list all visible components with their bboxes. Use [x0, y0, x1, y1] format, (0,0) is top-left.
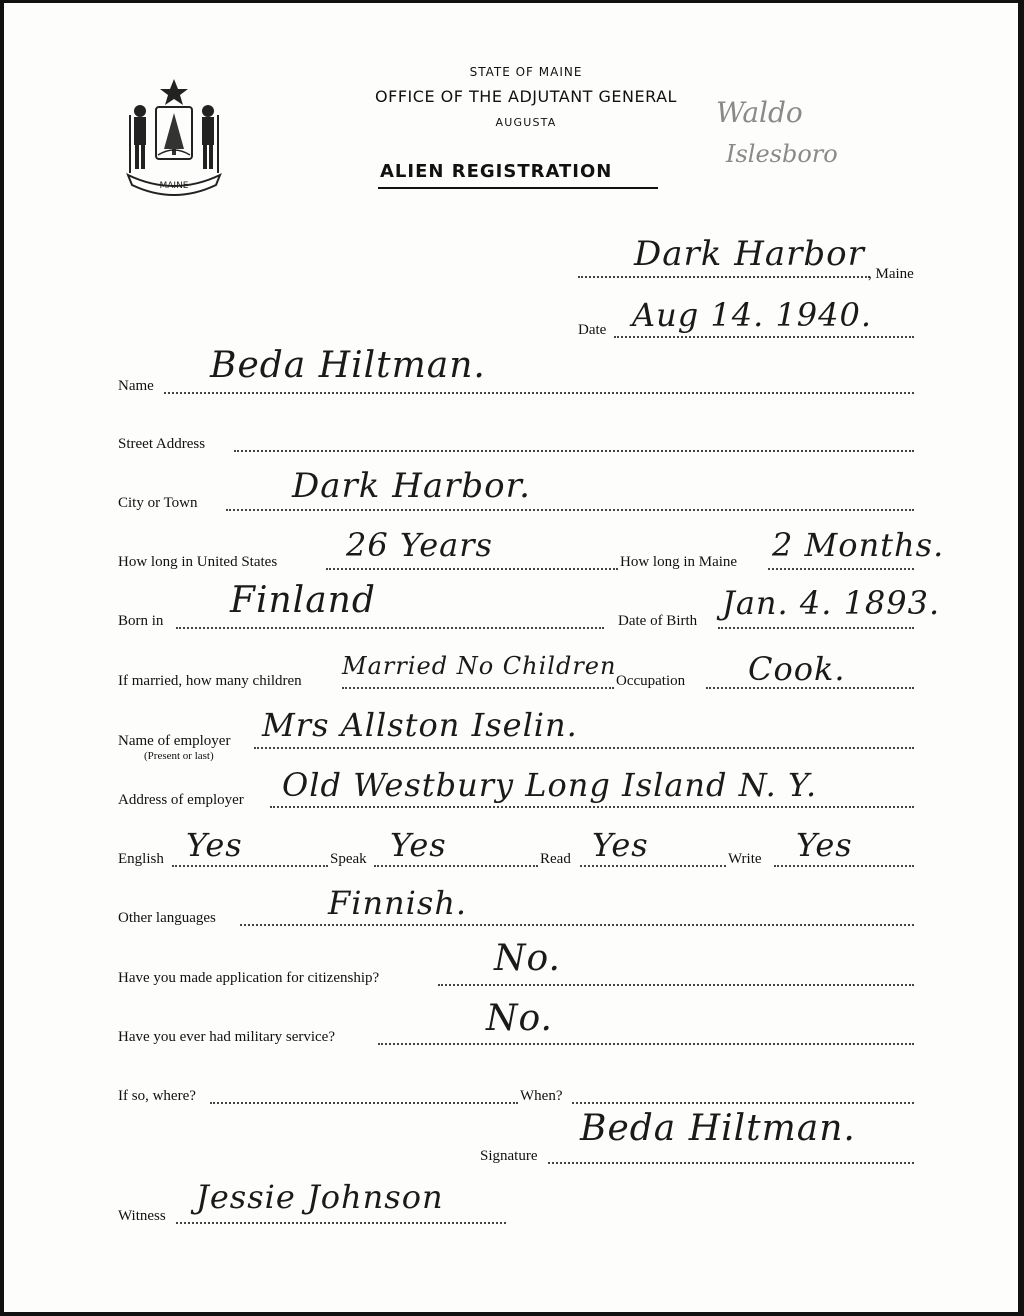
- city-label: City or Town: [118, 495, 198, 511]
- military-value: No.: [486, 998, 553, 1039]
- signature-label: Signature: [480, 1148, 538, 1164]
- scan-border-top: [0, 0, 1024, 3]
- when-line: [572, 1102, 914, 1104]
- header-state: STATE OF MAINE: [469, 65, 583, 79]
- pencil-note-county: Waldo: [716, 96, 803, 129]
- read-label: Read: [540, 851, 571, 867]
- other-languages-value: Finnish.: [328, 884, 468, 922]
- date-line: [614, 336, 914, 338]
- maine-label: , Maine: [868, 266, 914, 282]
- married-label: If married, how many children: [118, 673, 302, 689]
- where-line: [210, 1102, 518, 1104]
- witness-label: Witness: [118, 1208, 166, 1224]
- svg-text:MAINE: MAINE: [159, 181, 189, 191]
- read-line: [580, 865, 726, 867]
- employer-note: (Present or last): [144, 750, 214, 762]
- title-underline: [378, 187, 658, 189]
- employer-value: Mrs Allston Iselin.: [262, 706, 578, 744]
- employer-line: [254, 747, 914, 749]
- place-value: Dark Harbor: [634, 234, 865, 274]
- military-line: [378, 1043, 914, 1045]
- city-value: Dark Harbor.: [292, 466, 531, 506]
- header-office: OFFICE OF THE ADJUTANT GENERAL: [375, 87, 677, 106]
- speak-line: [374, 865, 538, 867]
- street-line: [234, 450, 914, 452]
- date-value: Aug 14. 1940.: [632, 296, 873, 334]
- dob-line: [718, 627, 914, 629]
- military-label: Have you ever had military service?: [118, 1029, 335, 1045]
- occupation-value: Cook.: [748, 650, 846, 688]
- street-label: Street Address: [118, 436, 206, 452]
- how-long-maine-line: [768, 568, 914, 570]
- employer-address-line: [270, 806, 914, 808]
- employer-address-label: Address of employer: [118, 792, 244, 808]
- scan-border-bottom: [0, 1312, 1024, 1316]
- scan-border-right: [1018, 0, 1024, 1316]
- scan-border-left: [0, 0, 4, 1316]
- header-city: AUGUSTA: [495, 116, 557, 129]
- when-label: When?: [520, 1088, 563, 1104]
- born-in-label: Born in: [118, 613, 164, 629]
- name-line: [164, 392, 914, 394]
- citizenship-line: [438, 984, 914, 986]
- witness-line: [176, 1222, 506, 1224]
- english-label: English: [118, 851, 164, 867]
- married-line: [342, 687, 614, 689]
- place-line: [578, 276, 870, 278]
- read-value: Yes: [592, 826, 649, 864]
- write-label: Write: [728, 851, 762, 867]
- date-label: Date: [578, 322, 607, 338]
- speak-label: Speak: [330, 851, 367, 867]
- name-label: Name: [118, 378, 154, 394]
- how-long-us-value: 26 Years: [346, 526, 493, 564]
- occupation-label: Occupation: [616, 673, 686, 689]
- speak-value: Yes: [390, 826, 447, 864]
- city-line: [226, 509, 914, 511]
- pencil-note-town: Islesboro: [726, 140, 838, 168]
- born-in-line: [176, 627, 604, 629]
- dob-label: Date of Birth: [618, 613, 698, 629]
- employer-address-value: Old Westbury Long Island N. Y.: [282, 766, 818, 804]
- how-long-us-label: How long in United States: [118, 554, 278, 570]
- name-value: Beda Hiltman.: [210, 345, 486, 386]
- write-value: Yes: [796, 826, 853, 864]
- signature-value: Beda Hiltman.: [580, 1108, 856, 1149]
- employer-label: Name of employer: [118, 733, 231, 749]
- english-line: [172, 865, 328, 867]
- where-label: If so, where?: [118, 1088, 196, 1104]
- born-in-value: Finland: [230, 580, 376, 621]
- witness-value: Jessie Johnson: [196, 1178, 444, 1216]
- how-long-maine-value: 2 Months.: [772, 526, 945, 564]
- other-languages-line: [240, 924, 914, 926]
- other-languages-label: Other languages: [118, 910, 216, 926]
- dob-value: Jan. 4. 1893.: [722, 584, 941, 622]
- citizenship-value: No.: [494, 938, 561, 979]
- how-long-maine-label: How long in Maine: [620, 554, 738, 570]
- signature-line: [548, 1162, 914, 1164]
- married-value: Married No Children: [342, 652, 617, 680]
- write-line: [774, 865, 914, 867]
- form-title: ALIEN REGISTRATION: [380, 161, 613, 182]
- citizenship-label: Have you made application for citizenship?: [118, 970, 380, 986]
- english-value: Yes: [186, 826, 243, 864]
- how-long-us-line: [326, 568, 618, 570]
